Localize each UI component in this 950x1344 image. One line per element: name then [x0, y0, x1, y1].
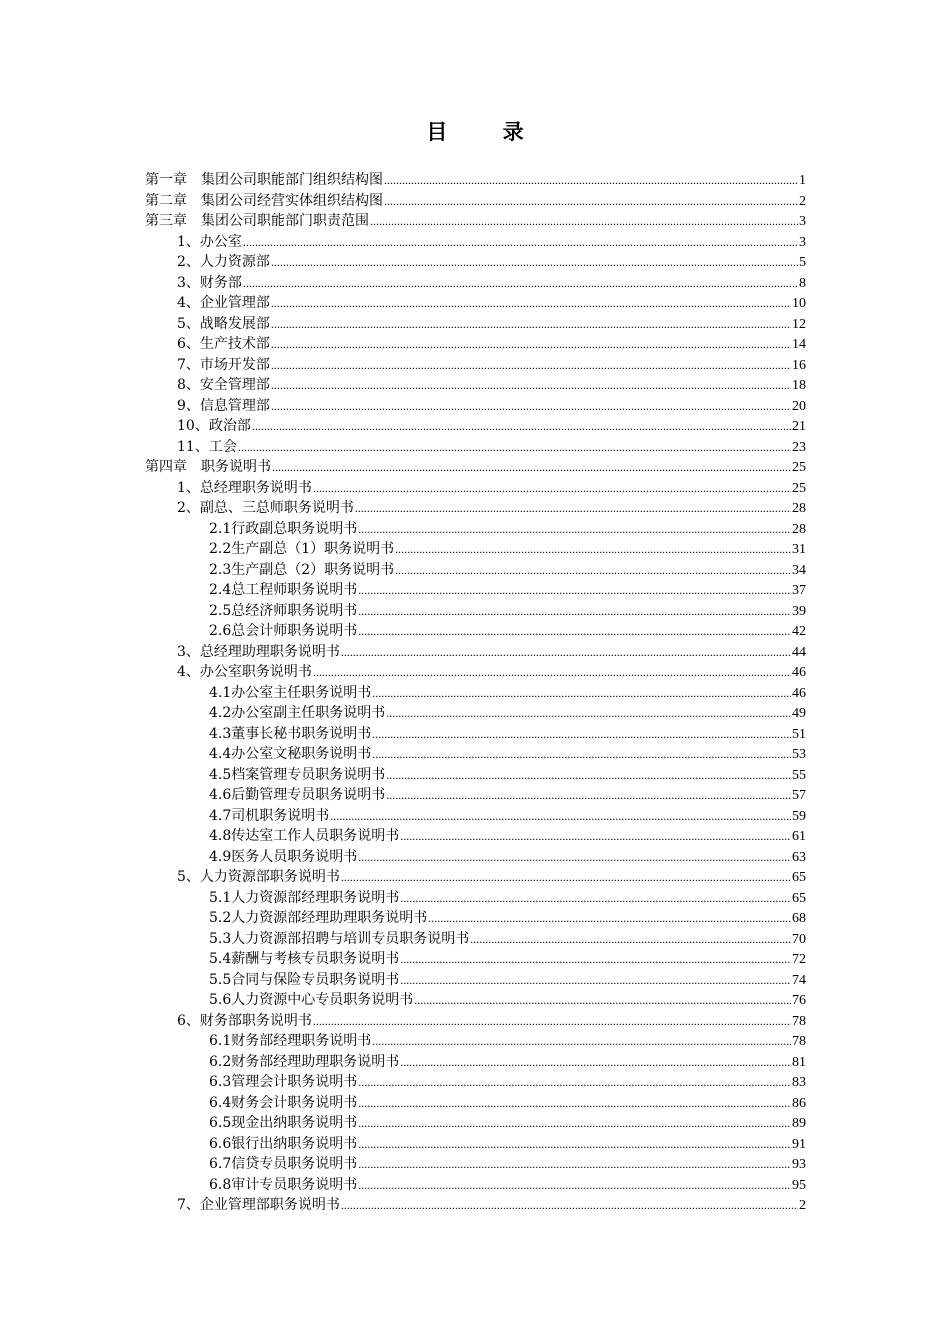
toc-entry-label: 第一章 集团公司职能部门组织结构图 [145, 172, 383, 188]
toc-entry-page-number: 53 [792, 747, 806, 762]
toc-entry-label: 6.3管理会计职务说明书 [209, 1074, 358, 1090]
toc-entry-label: 10、政治部 [177, 418, 251, 434]
toc-entry[interactable] [145, 580, 806, 601]
toc-entry-label: 4.6后勤管理专员职务说明书 [209, 787, 386, 803]
toc-entry-label: 2、人力资源部 [177, 254, 270, 270]
toc-leader-dots [358, 1093, 791, 1114]
toc-entry-label: 4.5档案管理专员职务说明书 [209, 766, 386, 783]
toc-leader-dots [358, 519, 791, 540]
toc-entry-label: 2、副总、三总师职务说明书 [177, 500, 354, 516]
toc-entry[interactable] [145, 416, 806, 437]
toc-entry[interactable] [145, 1052, 806, 1073]
toc-entry-label: 2.6总会计师职务说明书 [209, 623, 358, 639]
toc-entry-page-number: 95 [792, 1177, 806, 1193]
toc-entry-page-number: 57 [792, 788, 806, 803]
toc-entry[interactable] [145, 1154, 806, 1175]
toc-entry-label: 6.5现金出纳职务说明书 [209, 1115, 358, 1131]
toc-entry-page-number: 39 [792, 603, 806, 619]
toc-entry-page-number: 25 [792, 460, 806, 475]
toc-entry-page-number: 51 [792, 726, 806, 742]
toc-leader-dots [358, 1113, 791, 1134]
toc-entry[interactable] [145, 211, 806, 232]
toc-entry-page-number: 81 [792, 1054, 806, 1070]
toc-leader-dots [313, 1011, 791, 1032]
toc-entry-page-number: 59 [792, 808, 806, 824]
toc-entry-page-number: 21 [792, 419, 806, 434]
toc-entry-page-number: 20 [792, 398, 806, 414]
toc-leader-dots [358, 847, 791, 868]
toc-entry[interactable] [145, 990, 806, 1011]
toc-entry[interactable] [145, 191, 806, 212]
toc-entry-page-number: 3 [799, 214, 806, 229]
toc-entry-label: 6.4财务会计职务说明书 [209, 1094, 358, 1111]
toc-entry-page-number: 14 [792, 337, 806, 352]
toc-entry[interactable] [145, 621, 806, 642]
toc-entry-label: 5.3人力资源部招聘与培训专员职务说明书 [209, 930, 470, 947]
toc-entry-label: 6.1财务部经理职务说明书 [209, 1033, 372, 1049]
toc-entry-label: 5.1人力资源部经理职务说明书 [209, 889, 400, 906]
toc-entry[interactable] [145, 826, 806, 847]
toc-entry[interactable] [145, 970, 806, 991]
toc-leader-dots [400, 888, 791, 909]
toc-entry-label: 6、财务部职务说明书 [177, 1012, 312, 1029]
toc-entry-page-number: 25 [792, 480, 806, 496]
toc-entry-page-number: 49 [792, 706, 806, 721]
toc-entry-label: 6.7信贷专员职务说明书 [209, 1156, 358, 1172]
toc-leader-dots [395, 560, 791, 581]
toc-leader-dots [358, 580, 791, 601]
toc-entry[interactable] [145, 519, 806, 540]
toc-entry-page-number: 28 [792, 501, 806, 516]
toc-leader-dots [395, 539, 791, 560]
toc-entry-label: 2.2生产副总（1）职务说明书 [209, 541, 395, 557]
toc-entry-page-number: 93 [792, 1157, 806, 1172]
toc-entry-page-number: 46 [792, 685, 806, 701]
toc-entry-page-number: 46 [792, 665, 806, 680]
toc-entry-page-number: 12 [792, 316, 806, 332]
toc-leader-dots [400, 1052, 791, 1073]
toc-entry-label: 2.1行政副总职务说明书 [209, 520, 358, 537]
toc-entry[interactable] [145, 498, 806, 519]
toc-entry-label: 4、办公室职务说明书 [177, 664, 312, 680]
toc-leader-dots [272, 457, 791, 478]
toc-entry[interactable] [145, 929, 806, 950]
toc-entry-page-number: 78 [792, 1034, 806, 1049]
toc-entry-page-number: 1 [799, 173, 806, 188]
toc-entry-label: 4、企业管理部 [177, 295, 270, 311]
toc-entry-page-number: 42 [792, 624, 806, 639]
toc-entry-label: 5.6人力资源中心专员职务说明书 [209, 992, 414, 1008]
toc-entry[interactable] [145, 724, 806, 745]
toc-leader-dots [252, 416, 791, 437]
toc-leader-dots [358, 1134, 791, 1155]
toc-entry-page-number: 89 [792, 1116, 806, 1131]
toc-entry-page-number: 28 [792, 521, 806, 537]
toc-entry[interactable] [145, 1175, 806, 1196]
toc-entry[interactable] [145, 334, 806, 355]
toc-leader-dots [370, 211, 798, 232]
toc-leader-dots [470, 929, 791, 950]
toc-leader-dots [428, 908, 791, 929]
toc-entry-label: 3、总经理助理职务说明书 [177, 643, 340, 660]
toc-entry[interactable] [145, 703, 806, 724]
toc-entry-page-number: 5 [799, 255, 806, 270]
toc-entry-label: 4.9医务人员职务说明书 [209, 848, 358, 865]
toc-entry[interactable] [145, 1134, 806, 1155]
toc-leader-dots [372, 744, 791, 765]
toc-entry-label: 6.6银行出纳职务说明书 [209, 1135, 358, 1152]
toc-leader-dots [271, 314, 791, 335]
toc-entry-label: 第三章 集团公司职能部门职责范围 [145, 213, 369, 229]
toc-entry[interactable] [145, 437, 806, 458]
toc-entry[interactable] [145, 867, 806, 888]
toc-leader-dots [271, 334, 791, 355]
toc-leader-dots [271, 396, 791, 417]
toc-entry-label: 2.4总工程师职务说明书 [209, 582, 358, 598]
toc-entry-label: 2.3生产副总（2）职务说明书 [209, 561, 395, 578]
toc-entry-page-number: 2 [799, 193, 806, 209]
toc-entry[interactable] [145, 273, 806, 294]
toc-entry[interactable] [145, 888, 806, 909]
toc-entry-label: 5、人力资源部职务说明书 [177, 869, 340, 885]
toc-leader-dots [384, 170, 798, 191]
toc-entry[interactable] [145, 375, 806, 396]
toc-entry-label: 7、市场开发部 [177, 356, 270, 373]
toc-leader-dots [341, 867, 791, 888]
toc-leader-dots [358, 1072, 791, 1093]
toc-entry[interactable] [145, 908, 806, 929]
toc-entry[interactable] [145, 601, 806, 622]
toc-entry-label: 4.8传达室工作人员职务说明书 [209, 828, 400, 844]
toc-entry-label: 5.2人力资源部经理助理职务说明书 [209, 910, 428, 926]
toc-entry-page-number: 61 [792, 829, 806, 844]
toc-entry-label: 3、财务部 [177, 274, 242, 291]
toc-entry[interactable] [145, 1113, 806, 1134]
toc-leader-dots [243, 273, 798, 294]
toc-leader-dots [313, 662, 791, 683]
toc-entry[interactable] [145, 949, 806, 970]
toc-entry-page-number: 16 [792, 357, 806, 373]
toc-entry-label: 8、安全管理部 [177, 377, 270, 393]
toc-leader-dots [358, 601, 791, 622]
toc-entry-label: 2.5总经济师职务说明书 [209, 602, 358, 619]
toc-leader-dots [358, 621, 791, 642]
toc-entry-page-number: 65 [792, 890, 806, 906]
toc-entry[interactable] [145, 355, 806, 376]
toc-entry-page-number: 8 [799, 275, 806, 291]
toc-leader-dots [372, 683, 791, 704]
toc-entry[interactable] [145, 478, 806, 499]
toc-entry-label: 11、工会 [177, 438, 237, 455]
toc-entry-page-number: 55 [792, 767, 806, 783]
toc-leader-dots [386, 765, 791, 786]
toc-leader-dots [330, 806, 791, 827]
toc-leader-dots [271, 293, 791, 314]
toc-entry[interactable] [145, 1093, 806, 1114]
toc-leader-dots [400, 970, 791, 991]
toc-entry-label: 5.4薪酬与考核专员职务说明书 [209, 951, 400, 967]
toc-entry[interactable] [145, 785, 806, 806]
toc-entry[interactable] [145, 847, 806, 868]
toc-entry-page-number: 34 [792, 562, 806, 578]
toc-entry[interactable] [145, 457, 806, 478]
toc-entry-page-number: 3 [799, 234, 806, 250]
toc-entry-label: 第二章 集团公司经营实体组织结构图 [145, 192, 383, 209]
toc-entry-page-number: 63 [792, 849, 806, 865]
toc-leader-dots [414, 990, 791, 1011]
toc-leader-dots [238, 437, 791, 458]
toc-entry-page-number: 78 [792, 1013, 806, 1029]
toc-entry-page-number: 74 [792, 972, 806, 988]
toc-entry[interactable] [145, 293, 806, 314]
toc-leader-dots [271, 252, 798, 273]
toc-entry[interactable] [145, 806, 806, 827]
toc-entry[interactable] [145, 1195, 806, 1216]
toc-entry-page-number: 37 [792, 583, 806, 598]
toc-entry[interactable] [145, 642, 806, 663]
toc-entry[interactable] [145, 765, 806, 786]
toc-leader-dots [400, 826, 791, 847]
toc-entry-label: 4.3董事长秘书职务说明书 [209, 725, 372, 742]
toc-entry-label: 第四章 职务说明书 [145, 459, 271, 475]
toc-leader-dots [372, 1031, 791, 1052]
toc-title: 目 录 [426, 120, 548, 144]
toc-entry[interactable] [145, 232, 806, 253]
toc-entry[interactable] [145, 252, 806, 273]
toc-leader-dots [271, 375, 791, 396]
toc-leader-dots [400, 949, 791, 970]
toc-leader-dots [243, 232, 798, 253]
toc-leader-dots [386, 703, 791, 724]
toc-entry-page-number: 18 [792, 378, 806, 393]
toc-entry[interactable] [145, 170, 806, 191]
toc-entry-page-number: 76 [792, 993, 806, 1008]
toc-entry-page-number: 65 [792, 870, 806, 885]
toc-leader-dots [386, 785, 791, 806]
toc-leader-dots [372, 724, 791, 745]
toc-entry-page-number: 10 [792, 296, 806, 311]
toc-entry[interactable] [145, 1011, 806, 1032]
toc-entry-label: 6、生产技术部 [177, 336, 270, 352]
toc-leader-dots [355, 498, 791, 519]
toc-entry-page-number: 31 [792, 542, 806, 557]
toc-entry-label: 4.1办公室主任职务说明书 [209, 684, 372, 701]
toc-entry-label: 5.5合同与保险专员职务说明书 [209, 971, 400, 988]
toc-entry-page-number: 23 [792, 439, 806, 455]
toc-entry-page-number: 72 [792, 952, 806, 967]
toc-entry[interactable] [145, 560, 806, 581]
toc-entry[interactable] [145, 1031, 806, 1052]
toc-entry-page-number: 91 [792, 1136, 806, 1152]
toc-entry[interactable] [145, 1072, 806, 1093]
toc-entry-page-number: 68 [792, 911, 806, 926]
toc-entry-label: 4.4办公室文秘职务说明书 [209, 746, 372, 762]
toc-entry-page-number: 86 [792, 1095, 806, 1111]
toc-entry[interactable] [145, 314, 806, 335]
toc-entry-label: 1、办公室 [177, 233, 242, 250]
toc-entry-page-number: 2 [799, 1198, 806, 1213]
toc-entry[interactable] [145, 744, 806, 765]
toc-entry[interactable] [145, 539, 806, 560]
table-of-contents [145, 170, 806, 1216]
toc-entry-label: 6.8审计专员职务说明书 [209, 1176, 358, 1193]
toc-entry-label: 4.7司机职务说明书 [209, 807, 330, 824]
toc-entry[interactable] [145, 683, 806, 704]
toc-entry-label: 1、总经理职务说明书 [177, 479, 312, 496]
toc-leader-dots [341, 642, 791, 663]
toc-leader-dots [358, 1154, 791, 1175]
toc-leader-dots [358, 1175, 791, 1196]
toc-entry[interactable] [145, 396, 806, 417]
toc-leader-dots [313, 478, 791, 499]
toc-entry-label: 7、企业管理部职务说明书 [177, 1197, 340, 1213]
toc-leader-dots [271, 355, 791, 376]
toc-leader-dots [384, 191, 798, 212]
toc-entry[interactable] [145, 662, 806, 683]
toc-entry-label: 5、战略发展部 [177, 315, 270, 332]
toc-leader-dots [341, 1195, 798, 1216]
toc-entry-label: 9、信息管理部 [177, 397, 270, 414]
toc-entry-page-number: 83 [792, 1075, 806, 1090]
toc-entry-label: 6.2财务部经理助理职务说明书 [209, 1053, 400, 1070]
toc-entry-label: 4.2办公室副主任职务说明书 [209, 705, 386, 721]
toc-entry-page-number: 70 [792, 931, 806, 947]
toc-entry-page-number: 44 [792, 644, 806, 660]
